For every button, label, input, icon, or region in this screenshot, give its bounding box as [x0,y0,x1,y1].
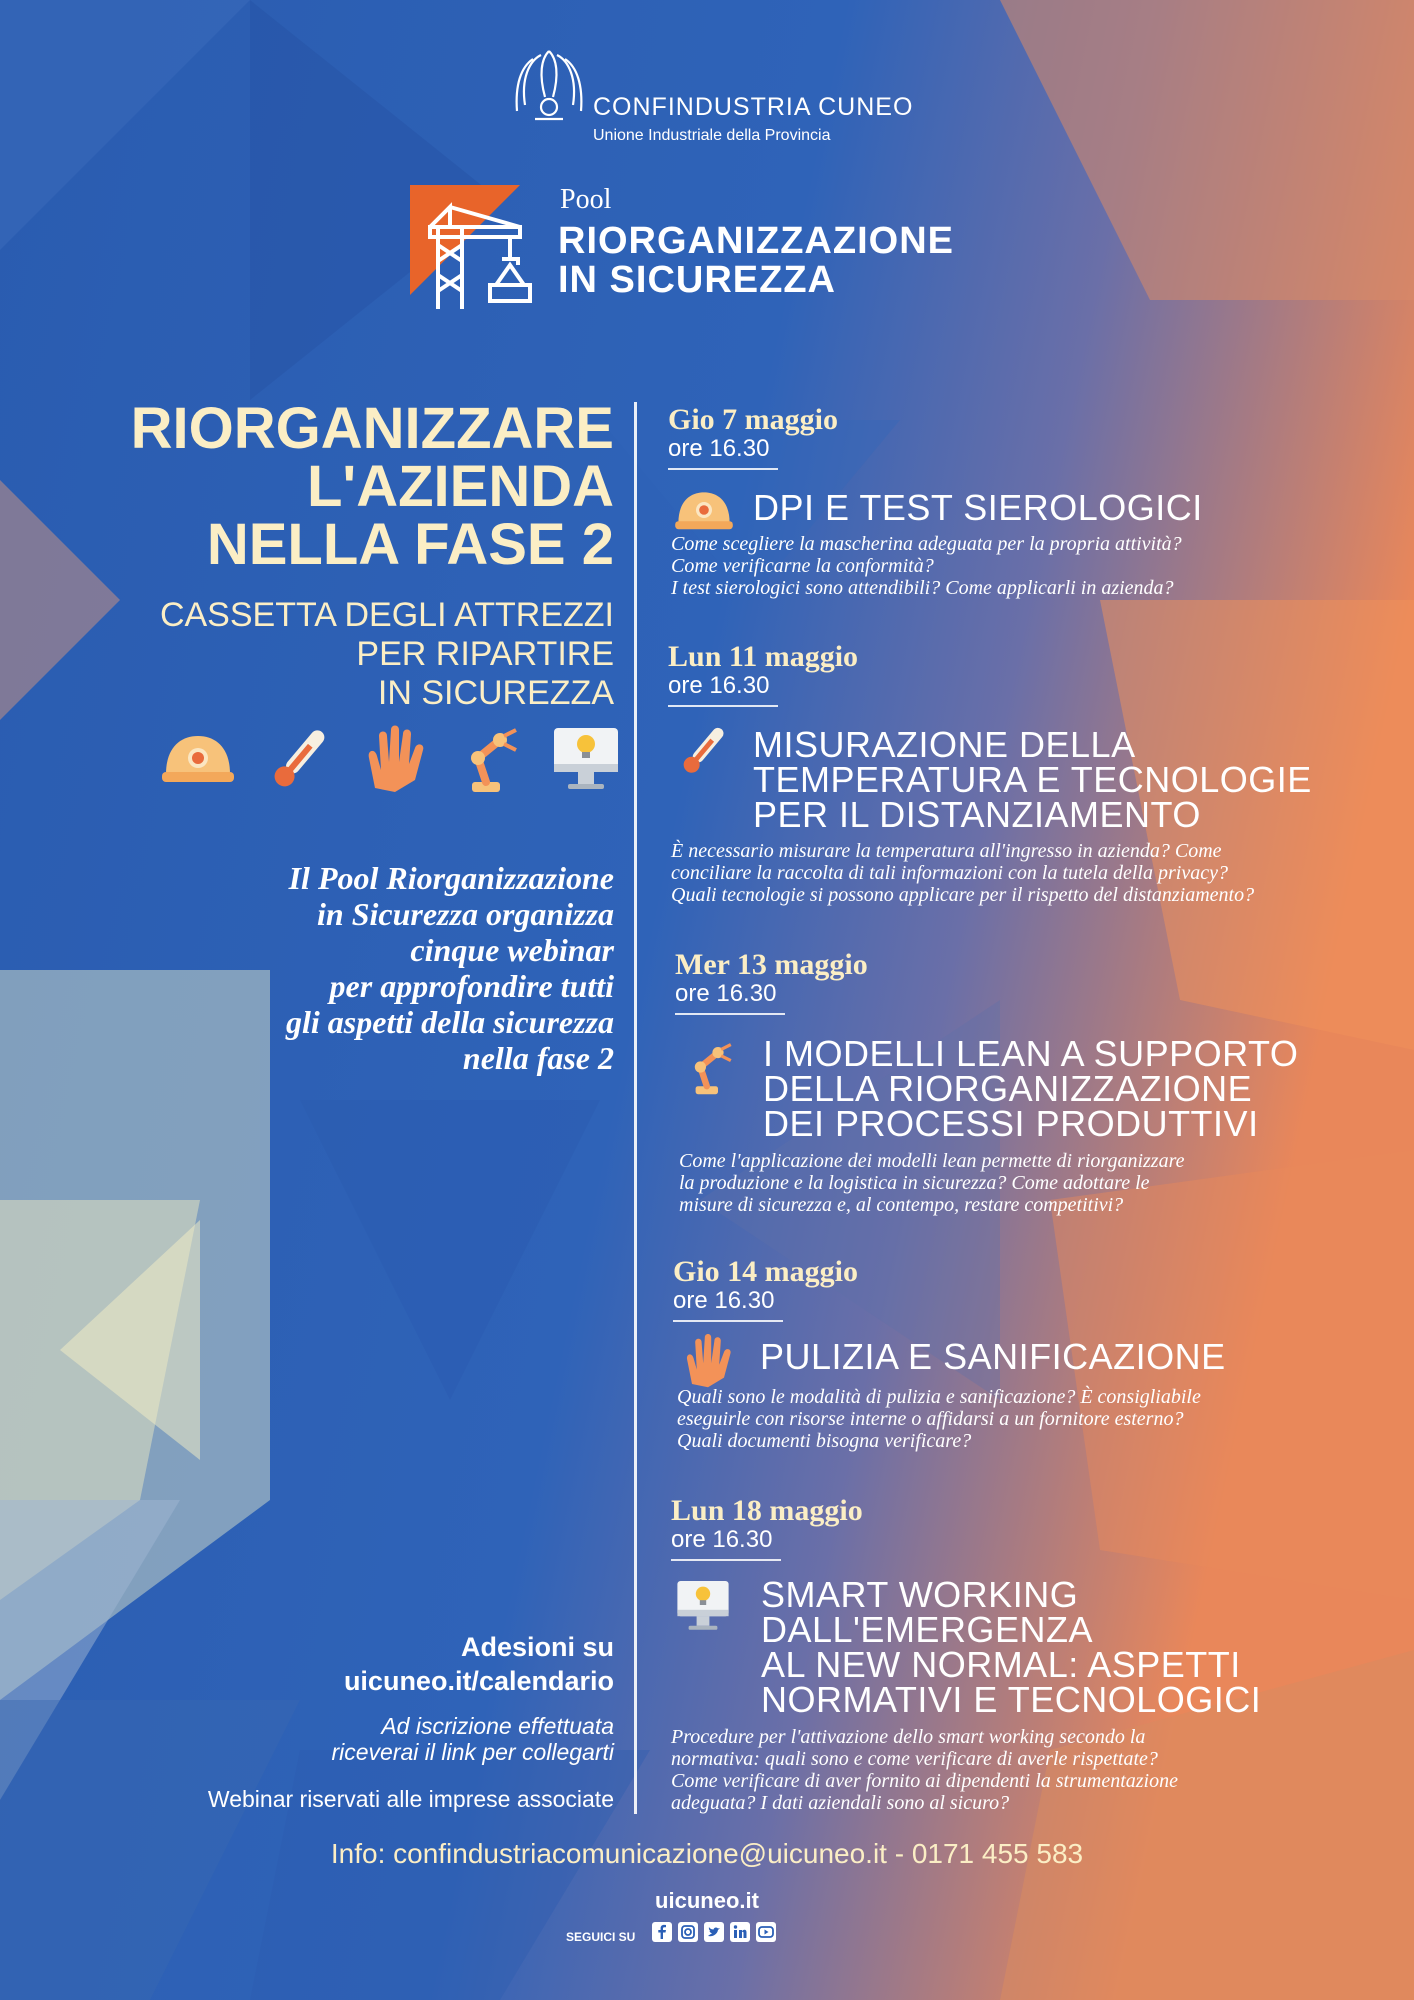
event-title-line: SMART WORKING [761,1574,1079,1615]
pool-title-line2: IN SICUREZZA [558,259,836,301]
event-desc-line: Come verificare di aver fornito ai dipendenti la strumentazione [671,1770,1178,1792]
event-rule [671,1559,781,1561]
social-links [560,1918,860,1948]
thermometer-icon [672,718,736,782]
crane-icon [410,185,550,315]
event-date: Lun 11 maggio [668,640,859,673]
event-desc-line: la produzione e la logistica in sicurezza? Come adottare le [679,1172,1150,1194]
intro-line: Il Pool Riorganizzazione [288,860,614,896]
event-date: Mer 13 maggio [675,948,868,981]
event-time: ore 16.30 [671,1526,773,1553]
event-title [761,1574,1262,1720]
org-subtitle: Unione Industriale della Provincia [593,127,831,144]
contact-info[interactable]: Info: confindustriacomunicazione@uicuneo.it - 0171 455 583 [330,1838,1084,1869]
thermometer-icon [260,718,340,798]
monitor-bulb-icon [671,1573,735,1637]
subtitle-line: CASSETTA DEGLI ATTREZZI [159,596,614,634]
event-description [671,840,1254,906]
event-date-block [668,404,838,470]
pool-label: Pool [560,184,612,215]
event-description [671,1726,1178,1814]
eagle-icon [511,45,587,125]
helmet-icon [158,718,238,798]
subtitle [0,596,614,713]
event-title-line: DEI PROCESSI PRODUTTIVI [763,1103,1259,1144]
event-desc-line: Come verificarne la conformità? [671,555,934,577]
subtitle-line: IN SICUREZZA [377,674,614,712]
twitter-icon[interactable] [704,1922,724,1942]
intro-line: per approfondire tutti [329,968,614,1004]
facebook-icon[interactable] [652,1922,672,1942]
event-desc-line: adeguata? I dati aziendali sono al sicuro? [671,1792,1010,1814]
event-rule [673,1320,783,1322]
event-date: Lun 18 maggio [671,1494,863,1527]
event-title-line: DPI E TEST SIEROLOGICI [753,487,1203,528]
event-desc-line: conciliare la raccolta di tali informazioni con la tutela della privacy? [671,862,1228,884]
event-title-line: DELLA RIORGANIZZAZIONE [763,1068,1253,1109]
reserved-note: Webinar riservati alle imprese associate [207,1786,614,1812]
linkedin-icon[interactable] [730,1922,750,1942]
follow-label: SEGUICI SU [566,1930,636,1944]
note-line: riceverai il link per collegarti [331,1739,614,1765]
event-time: ore 16.30 [675,980,777,1007]
event-title [753,724,1312,835]
main-title [0,396,614,577]
event-date-block [673,1256,858,1322]
registration-info [14,1630,614,1698]
main-title-line: L'AZIENDA [307,454,614,519]
event-title-line: MISURAZIONE DELLA [753,724,1136,765]
event-date: Gio 14 maggio [673,1255,858,1288]
event-title-line: TEMPERATURA E TECNOLOGIE [753,759,1312,800]
event-title-line: PULIZIA E SANIFICAZIONE [760,1336,1226,1377]
event-desc-line: Quali documenti bisogna verificare? [677,1430,972,1452]
event-date-block [671,1495,863,1561]
intro-line: gli aspetti della sicurezza [286,1004,614,1040]
confindustria-logo [505,45,914,155]
event-desc-line: misure di sicurezza e, al contempo, restare competitivi? [679,1194,1124,1216]
event-desc-line: È necessario misurare la temperatura all'ingresso in azienda? Come [671,840,1222,862]
pool-header [410,180,1010,320]
registration-link[interactable]: uicuneo.it/calendario [343,1666,614,1696]
event-title [760,1336,1226,1377]
event-title-line: AL NEW NORMAL: ASPETTI [761,1644,1241,1685]
event-desc-line: Procedure per l'attivazione dello smart working secondo la [671,1726,1146,1748]
event-date-block [675,949,868,1015]
event-description [679,1150,1185,1216]
event-desc-line: Quali sono le modalità di pulizia e sanificazione? È consigliabile [677,1386,1201,1408]
event-title [753,487,1203,528]
robot-arm-icon [678,1035,742,1099]
youtube-icon[interactable] [756,1922,776,1942]
event-rule [675,1013,785,1015]
event-description [677,1386,1201,1452]
event-rule [668,468,778,470]
pool-title [558,222,954,300]
event-time: ore 16.30 [668,672,770,699]
event-desc-line: eseguirle con risorse interne o affidarsi a un fornitore esterno? [677,1408,1184,1430]
registration-note [14,1713,614,1765]
intro-line: cinque webinar [410,932,614,968]
subtitle-line: PER RIPARTIRE [356,635,614,673]
intro-line: nella fase 2 [462,1040,614,1076]
event-date: Gio 7 maggio [668,403,838,436]
event-time: ore 16.30 [668,435,770,462]
toolbox-icons [150,718,620,798]
event-desc-line: Quali tecnologie si possono applicare per il rispetto del distanziamento? [671,884,1255,906]
main-title-line: RIORGANIZZARE [130,396,614,461]
note-line: Ad iscrizione effettuata [381,1713,614,1739]
event-date-block [668,641,858,707]
website-link[interactable]: uicuneo.it [655,1888,759,1913]
event-title-line: PER IL DISTANZIAMENTO [753,794,1201,835]
instagram-icon[interactable] [678,1922,698,1942]
registration-label: Adesioni su [460,1632,614,1662]
event-desc-line: normativa: quali sono e come verificare di averle rispettate? [671,1748,1158,1770]
event-title-line: NORMATIVI E TECNOLOGICI [761,1679,1262,1720]
glove-icon [355,718,435,798]
event-title-line: DALL'EMERGENZA [761,1609,1093,1650]
main-title-line: NELLA FASE 2 [206,512,614,577]
intro-text [14,860,614,1076]
glove-icon [676,1328,740,1392]
event-time: ore 16.30 [673,1287,775,1314]
event-description [671,533,1182,599]
pool-title-line1: RIORGANIZZAZIONE [558,220,954,262]
monitor-bulb-icon [546,718,626,798]
event-desc-line: I test sierologici sono attendibili? Come applicarli in azienda? [671,577,1174,599]
event-desc-line: Come scegliere la mascherina adeguata per la propria attività? [671,533,1182,555]
event-title-line: I MODELLI LEAN A SUPPORTO [763,1033,1299,1074]
org-name: CONFINDUSTRIA CUNEO [593,93,914,121]
event-rule [668,705,778,707]
robot-arm-icon [450,718,530,798]
event-title [763,1033,1299,1144]
column-divider [634,402,637,1814]
event-desc-line: Come l'applicazione dei modelli lean permette di riorganizzare [679,1150,1185,1172]
intro-line: in Sicurezza organizza [317,896,614,932]
